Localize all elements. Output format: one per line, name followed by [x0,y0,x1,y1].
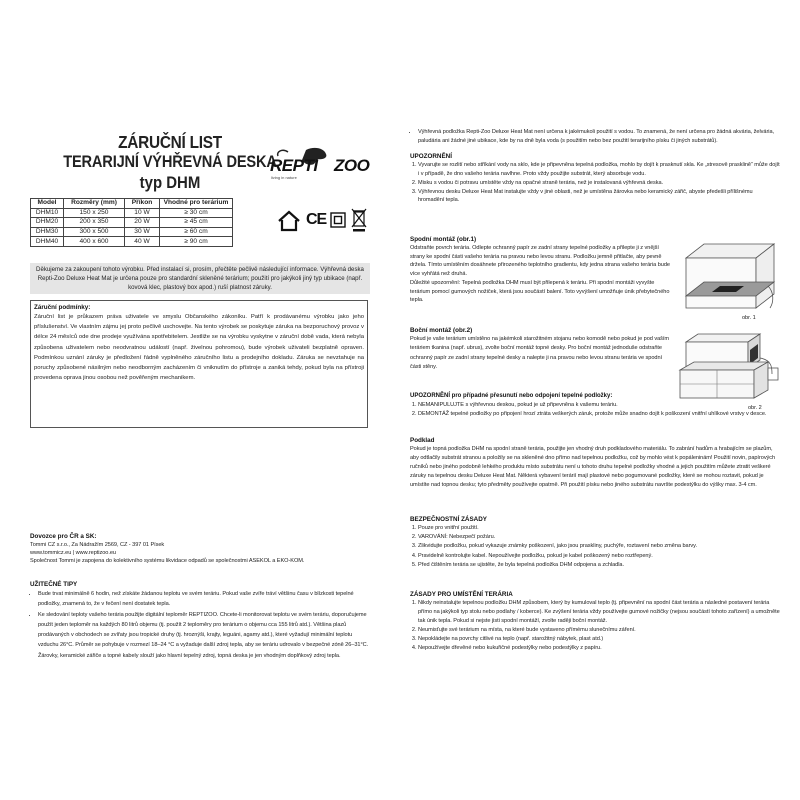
list-item: 2. VAROVÁNÍ: Nebezpečí požáru. [418,533,780,542]
table-cell: 200 x 350 [64,218,125,228]
table-cell: DHM10 [31,208,64,218]
list-item: 2. Misku s vodou či potravu umístěte vždy na opačné straně terária, než je instalovaná výhřevná deska. [418,179,780,188]
list-item: 3. Nepokládejte na povrchy citlivé na teplo (např. starožitný nábytek, plast atd.) [418,635,780,644]
right-column [410,128,780,205]
dealer-heading: Dovozce pro ČR a SK: [30,533,97,540]
table-header: Rozměry (mm) [64,199,125,209]
reptizoo-logo [268,146,380,182]
table-row [31,237,233,247]
list-item: 2. DEMONTÁŽ tepelné podložky po připojení hrozí ztráta veškerých záruk, protože může snadno dojít k poškození vnitřní uhlíkové vrstvy v desce. [418,410,780,419]
weee-bin-icon [350,207,368,233]
list-item: 1. NEMANIPULUJTE s výhřevnou deskou, pokud je už připevněna k vašemu teráriu. [418,401,780,410]
table-cell: DHM30 [31,227,64,237]
list-item: 4. Pravidelně kontrolujte kabel. Nepoužívejte podložku, pokud je kabel poškozený nebo roztřepený. [418,552,780,561]
list-item: 5. Před čištěním terária se ujistěte, že byla tepelná podložka DHM odpojena a zchladla. [418,561,780,570]
dealer-websites: www.tommicz.eu | www.reptizoo.eu [30,550,116,557]
bottom-mount-text: Odstraňte povrch terária. Odlepte ochranný papír ze zadní strany tepelné podložky a přilepte ji z vnější strany ke spodní části vašeho terária na pravou nebo levou stranu. Podložku jemně přitlačte, aby pevně držela. Tímto umístěním dosáhnete přirozeného teplotního gradientu, kdy jedna strana vašeho terária bude více vyhřátá než druhá. [410,245,670,278]
table-cell: 20 W [125,218,160,228]
spec-table [30,198,233,247]
ce-mark-icon: CE [306,211,327,228]
safety-rules [410,515,780,570]
water-warning: • Výhřevná podložka Repti-Zoo Deluxe Heat Mat není určena k jakémukoli použití s vodou. To znamená, že není určena pro žádná akvária, želvária, paludária ani žádné jiné ubikace, kde by na dně byla voda (s použitím nebo bez použití terarijního písku či jiných substrátů). [418,128,780,146]
figure-1-caption: obr. 1 [742,315,756,321]
table-cell: ≥ 90 cm [160,237,233,247]
table-cell: ≥ 60 cm [160,227,233,237]
table-cell: 300 x 500 [64,227,125,237]
indoor-house-icon [276,208,302,234]
list-item: 4. Nepoužívejte dřevěné nebo kukuřičné podestýlky nebo podestýlky z papíru. [418,644,780,653]
warranty-heading: Záruční podmínky: [34,304,91,311]
table-cell: 150 x 250 [64,208,125,218]
list-item: 1. Vyvarujte se rozlití nebo stříkání vody na sklo, kde je připevněna tepelná podložka, mohlo by dojít k prasknutí skla. Ke „stresově prasklině“ může dojít i v případě, že dno vašeho terária navlhne. Proto vždy použijte substrát, který absorbuje vodu. [418,161,780,179]
table-cell: ≥ 45 cm [160,218,233,228]
side-mount-text: Pokud je vaše terárium umístěno na jakémkoli starožitném stojanu nebo komodě nebo pokud je pod vaším teráriem tkanina (např. ubrus), zvolte boční montáž topné desky. Pro boční montáž jednoduše odstraňte ochranný papír ze zadní strany tepelné desky a nalepte ji na pravou nebo levou stranu terária ve spodní části stěny. [410,336,669,370]
table-cell: 10 W [125,208,160,218]
warranty-conditions-box [30,300,368,428]
tips-heading: UŽITEČNÉ TIPY [30,581,78,588]
title-line3: typ DHM [139,173,201,192]
figure-2-caption: obr. 2 [748,405,762,411]
list-item: • Bude trvat minimálně 6 hodin, než získáte žádanou teplotu ve svém teráriu. Pokud vaše zvíře tráví většinu času v blízkosti tepelné podložky, znamená to, že v řečení není dostatek tepla. [38,589,370,610]
list-item: 2. Neumisťujte své terárium na místa, na které bude vystaveno přímému slunečnímu záření. [418,626,780,635]
substrate-heading: Podklad [410,437,435,444]
relocation-warning [410,392,780,419]
table-row [31,218,233,228]
table-cell: 40 W [125,237,160,247]
double-insulation-icon [330,212,346,228]
thanks-notice: Děkujeme za zakoupení tohoto výrobku. Před instalací si, prosím, přečtěte pečlivě následující informace. Výhřevná deska Repti-Zoo Deluxe Heat Mat je určena pouze pro standardní skleněné terárium; použití pro jakýkoli jiný typ ubikace (např. kovová klec, plastový box apod.) ruší platnost záruky. [30,263,370,294]
logo-text-zoo: ZOO [334,156,370,175]
warranty-text: Záruční list je průkazem práva uživatele ve smyslu Občanského zákoníku. Patří k prodávanému výrobku jako jeho příslušenství. Ve vlastním zájmu jej proto pečlivě uschovejte. Na tento výrobek se poskytuje záruka na bezporuchový provoz v délce 24 měsíců ode dne prodeje využívána spotřebitelem. Jestliže se na výrobku vyskytne v záruční době vada, která nebyla způsobena uživatelem nebo neodvratnou událostí (např. živelnou pohromou), bude výrobek uživateli bezplatně opraven. Podmínkou uznání záruky je předložení řádně vyplněného záručního listu a prodejního dokladu. Záruka se nevztahuje na poruchy způsobené násilným nebo neodborným zacházením či vniknutím do přístroje a zaniká tehdy, pokud byla na přístroji provedena oprava jinou osobou než pověřeným mechanikem. [34,314,364,382]
list-item: 3. Zlikvidujte podložku, pokud vykazuje známky poškození, jako jsou praskliny, puchýře, roztavení nebo změna barvy. [418,542,780,551]
list-item: • Ke sledování teploty vašeho terária použijte digitální teploměr REPTIZOO. Chcete-li monitorovat teplotu ve svém teráriu, doporučujeme použít jeden teploměr na každých 80 litrů objemu (tj. použít 2 teploměry pro terárium o objemu cca 155 litrů atd.). Většina plazů prodávaných v obchodech se zvířaty jsou tropické druhy (tj. hroznýši, krajty, leguáni, agamy atd.), které vyžadují minimální teplotu vzduchu 26°C. Průměr se pohybuje v rozmezí 18–24 °C a vyžaduje další zdroj tepla, aby se teráriu udrovalo v bezpečné zóně 26–31°C. Žárovky, keramické zářiče a topné kabely slouží jako hlavní tepelný zdroj, topná deska je jen vhodným doplňkový zdroj tepla. [38,610,370,661]
placement-rules [410,590,780,653]
list-item: 1. Nikdy neinstalujte tepelnou podložku DHM způsobem, který by kumuloval teplo (tj. připevnění na spodní část terária a následné postavení terária přímo na jakýkoli typ stolu nebo podlahy / koberce). Ke zvýšení terária vždy používejte gumové nožičky (nejsou součástí tohoto zařízení) a umožněte tak únik tepla. Pokud si nejste jisti spodní montáží, zvolte raději boční montáž. [418,599,780,626]
title-line2: TERARIJNÍ VÝHŘEVNÁ DESKA [63,152,277,171]
bottom-mount-illustration [678,236,780,316]
table-cell: 400 x 600 [64,237,125,247]
bottom-mount-note: Důležité upozornění: Tepelná podložka DHM musí být přilepená k teráriu. Při spodní montáži vyvyšte terárium pomocí gumových nožiček, která jsou součástí balení. Toto vyvýšení umožňuje únik přebytečného tepla. [410,279,670,304]
side-mount-heading: Boční montáž (obr.2) [410,327,473,334]
substrate-section [410,436,780,490]
useful-tips [30,580,370,661]
title-line1: ZÁRUČNÍ LIST [118,132,222,152]
bottom-mount-section [410,235,672,305]
table-row [31,227,233,237]
dealer-address: Tommi CZ s.r.o., Za Nádražím 2569, CZ - 397 01 Písek [30,542,165,548]
table-cell: DHM40 [31,237,64,247]
table-header: Příkon [125,199,160,209]
logo-tagline: living in nature [271,175,297,180]
table-header: Model [31,199,64,209]
dealer-info [30,532,370,566]
table-row [31,208,233,218]
side-mount-section [410,326,672,372]
logo-text-repti: REPTI [270,156,318,175]
table-header-row [31,199,233,209]
substrate-text: Pokud je topná podložka DHM na spodní straně terária, použijte jen vhodný druh podkladového materiálu. To zabrání hadům a hrabajícím se plazům, aby odtlačily substrát stranou a položily se na skleněné dno přímo nad tepelnou podložku, což by mohlo vést k popáleninám! Použití novin, papírových ručníků nebo jiného podobně lehkého produktu místo substrátu není u tohoto druhu tepelné podložky vhodné a jejich použitím můžete ztratit veškeré záruky na tepelnou desku Deluxe Heat Mat. Některá vybavení terárií mají plastové nebo pogumované podložky, které se mohou roztavit, pokud je umístíte nad topnou desku; tyto předměty používejte opatrně. Při použití písku nebo jiného substrátu navršte podestýlku do výšky max. 3-4 cm. [410,446,776,488]
table-cell: DHM20 [31,218,64,228]
table-header: Vhodné pro terárium [160,199,233,209]
safety-heading: BEZPEČNOSTNÍ ZÁSADY [410,516,487,523]
table-cell: 30 W [125,227,160,237]
relocation-heading: UPOZORNĚNÍ pro případné přesunutí nebo odpojení tepelné podložky: [410,393,613,399]
side-mount-illustration [676,328,782,400]
dealer-recycling: Společnost Tommi je zapojena do kolektivního systému likvidace odpadů se společnostmi ASEKOL a EKO-KOM. [30,558,305,565]
list-item: 3. Výhřevnou desku Deluxe Heat Mat instalujte vždy v jiné oblasti, než je umístěna žárovka nebo keramický zářič, abyste předešli přílišnému hromadění tepla. [418,188,780,206]
list-item: 1. Pouze pro vnitřní použití. [418,524,780,533]
table-cell: ≥ 30 cm [160,208,233,218]
bottom-mount-heading: Spodní montáž (obr.1) [410,236,477,243]
upozorneni-heading: UPOZORNĚNÍ [410,152,452,160]
placement-heading: ZÁSADY PRO UMÍSTĚNÍ TERÁRIA [410,591,513,598]
